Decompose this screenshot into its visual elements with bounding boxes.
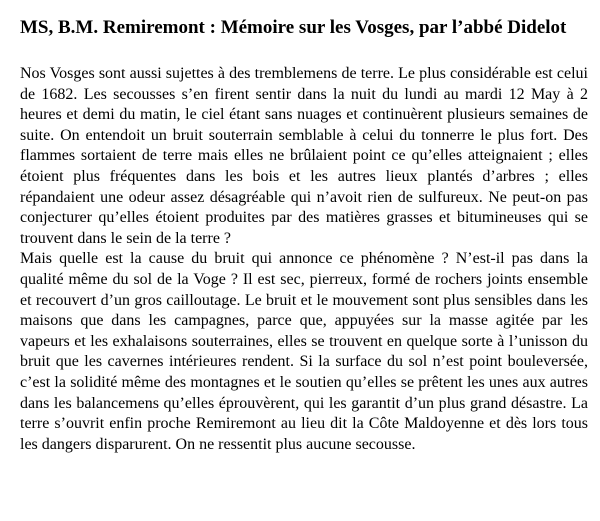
document-body xyxy=(20,64,588,455)
document-page xyxy=(20,16,588,455)
paragraph-1: Nos Vosges sont aussi sujettes à des tremblemens de terre. Le plus considérable est celui de 1682. Les secousses s’en firent sentir dans la nuit du lundi au mardi 12 May à 2 heures et demi du matin, le ciel étant sans nuages et continuèrent plusieurs semaines de suite. On entendoit un bruit souterrain semblable à celui du tonnerre le plus fort. Des flammes sortaient de terre mais elles ne brûlaient point ce qu’elles atteignaient ; elles étoient plus fréquentes dans les bois et les autres lieux plantés d’arbres ; elles répandaient une odeur assez désagréable qui n’avoit rien de sulfureux. Ne peut-on pas conjecturer qu’elles étoient produites par des matières grasses et bitumineuses qui se trouvent dans le sein de la terre ? xyxy=(20,65,588,247)
document-title: MS, B.M. Remiremont : Mémoire sur les Vosges, par l’abbé Didelot xyxy=(20,17,567,38)
paragraph-2: Mais quelle est la cause du bruit qui annonce ce phénomène ? N’est-il pas dans la qualité même du sol de la Voge ? Il est sec, pierreux, formé de rochers joints ensemble et recouvert d’un gros cailloutage. Le bruit et le mouvement sont plus sensibles dans les maisons que dans les campagnes, parce que, appuyées sur la masse agitée par les vapeurs et les exhalaisons souterraines, elles se trouvent en quelque sorte à l’unisson du bruit que les cavernes intérieures rendent. Si la surface du sol n’est point bouleversée, c’est la solidité même des montagnes et le soutien qu’elles se prêtent les unes aux autres dans les balancemens qu’elles éprouvèrent, qui les garantit d’un plus grand désastre. La terre s’ouvrit enfin proche Remiremont au lieu dit la Côte Maldoyenne et dès lors tous les dangers disparurent. On ne ressentit plus aucune secousse. xyxy=(20,250,588,453)
